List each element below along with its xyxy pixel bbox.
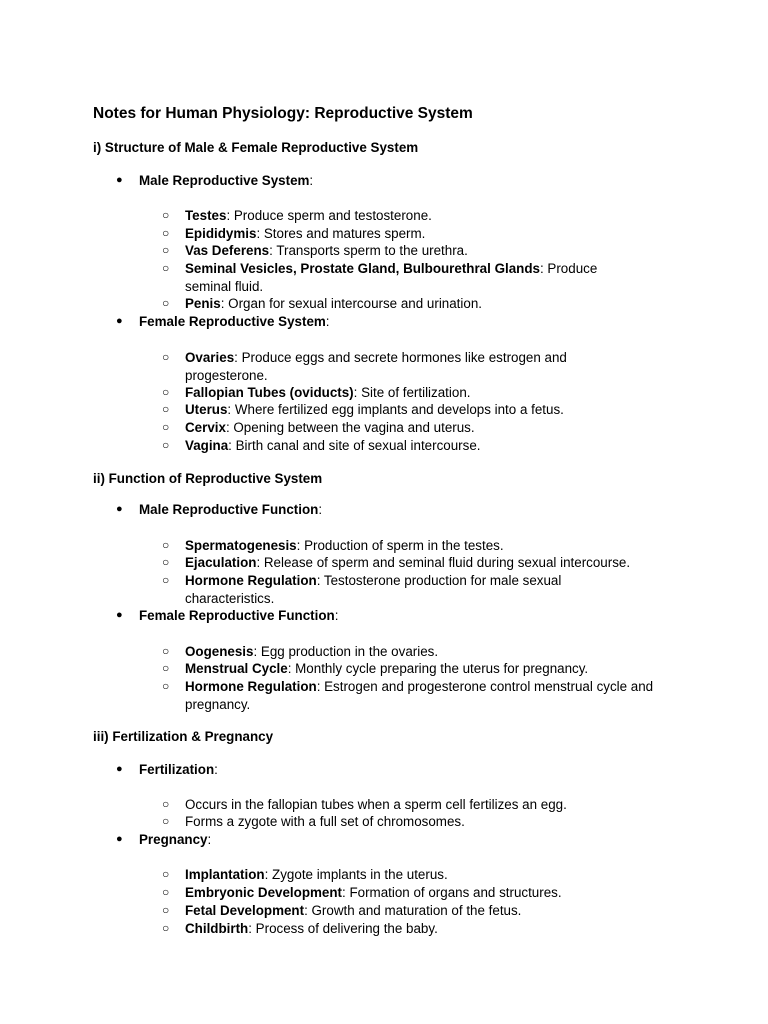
circle-bullet-icon: ○: [162, 797, 170, 811]
group-label: Pregnancy: [139, 832, 208, 847]
section-heading: ii) Function of Reproductive System: [93, 471, 323, 486]
bullet-dot-icon: ●: [116, 174, 123, 186]
bullet-dot-icon: ●: [116, 763, 123, 775]
section-heading: i) Structure of Male & Female Reproductive System: [93, 140, 419, 155]
document-page: Notes for Human Physiology: Reproductive System i) Structure of Male & Female Reproductive System ● Male Reproductive System: ○ Testes: Produce sperm and testosterone. ○ Epididymis: Stores and matures sperm. ○ Vas Deferens: Transports sperm to the urethra. ○ Seminal Vesicles, Prostate Gland, Bulbourethral Glands: Produce seminal fluid. ○ Penis: Organ for sexual intercourse and urination. ● Female Reproductive System: ○ Ovaries: Produce eggs and secrete hormones like estrogen and progesterone. ○ Fallopian Tubes (oviducts): Site of fertilization. ○ Uterus: Where fertilized egg implants and develops into a fetus. ○ Cervix: Opening between the vagina and uterus. ○ Vagina: Birth canal and site of sexual intercourse. ii) Function of Reproductive System ● Male Reproductive Function: ○ Spermatogenesis: Production of sperm in the testes. ○ Ejaculation: Release of sperm and seminal fluid during sexual intercourse. ○ Hormone Regulation: Testosterone production for male sexual characteristics. ● Female Reproductive Function: ○ Oogenesis: Egg production in the ovaries. ○ Menstrual Cycle: Monthly cycle preparing the uterus for pregnancy. ○ Hormone Regulation: Estrogen and progesterone control menstrual cycle and pregnancy. iii) Fertilization & Pregnancy ● Fertilization: ○ Occurs in the fallopian tubes when a sperm cell fertilizes an egg. ○ Forms a zygote with a full set of chromosomes. ● Pregnancy: ○ Implantation: Zygote implants in the uterus. ○ Embryonic Development: Formation of organs and structures. ○ Fetal Development: Growth and maturation of the fetus. ○ Childbirth: Process of delivering the baby.: [0, 0, 768, 1024]
list-item: ○ Epididymis: Stores and matures sperm.: [162, 226, 426, 241]
list-item: ○ Occurs in the fallopian tubes when a sperm cell fertilizes an egg.: [162, 797, 567, 812]
circle-bullet-icon: ○: [162, 243, 170, 257]
list-item: ○ Embryonic Development: Formation of organs and structures.: [162, 885, 562, 900]
circle-bullet-icon: ○: [162, 385, 170, 399]
list-item: ○ Vas Deferens: Transports sperm to the urethra.: [162, 243, 468, 258]
circle-bullet-icon: ○: [162, 661, 170, 675]
circle-bullet-icon: ○: [162, 903, 170, 917]
list-item: ○ Testes: Produce sperm and testosterone.: [162, 208, 432, 223]
circle-bullet-icon: ○: [162, 555, 170, 569]
circle-bullet-icon: ○: [162, 438, 170, 452]
circle-bullet-icon: ○: [162, 573, 170, 587]
list-item: ○ Childbirth: Process of delivering the baby.: [162, 921, 438, 936]
list-item: ○ Ejaculation: Release of sperm and seminal fluid during sexual intercourse.: [162, 555, 631, 570]
list-item: ○ Hormone Regulation: Estrogen and progesterone control menstrual cycle and pregnancy.: [162, 679, 654, 712]
circle-bullet-icon: ○: [162, 350, 170, 364]
list-item: ○ Fallopian Tubes (oviducts): Site of fertilization.: [162, 385, 471, 400]
circle-bullet-icon: ○: [162, 867, 170, 881]
circle-bullet-icon: ○: [162, 420, 170, 434]
list-item: ○ Oogenesis: Egg production in the ovaries.: [162, 644, 439, 659]
circle-bullet-icon: ○: [162, 921, 170, 935]
circle-bullet-icon: ○: [162, 402, 170, 416]
circle-bullet-icon: ○: [162, 538, 170, 552]
group-label: Male Reproductive Function: [139, 502, 319, 517]
section-heading: iii) Fertilization & Pregnancy: [93, 729, 274, 744]
circle-bullet-icon: ○: [162, 644, 170, 658]
list-item: ○ Implantation: Zygote implants in the uterus.: [162, 867, 448, 882]
circle-bullet-icon: ○: [162, 679, 170, 693]
circle-bullet-icon: ○: [162, 226, 170, 240]
list-item: ○ Hormone Regulation: Testosterone production for male sexual characteristics.: [162, 573, 562, 606]
list-item: ○ Menstrual Cycle: Monthly cycle preparing the uterus for pregnancy.: [162, 661, 589, 676]
bullet-dot-icon: ●: [116, 833, 123, 845]
list-item: ○ Spermatogenesis: Production of sperm in the testes.: [162, 538, 504, 553]
list-item: ○ Ovaries: Produce eggs and secrete hormones like estrogen and progesterone.: [162, 350, 567, 383]
circle-bullet-icon: ○: [162, 261, 170, 275]
list-item: ○ Uterus: Where fertilized egg implants and develops into a fetus.: [162, 402, 564, 417]
bullet-dot-icon: ●: [116, 609, 123, 621]
group-label: Female Reproductive Function: [139, 608, 335, 623]
group-label: Male Reproductive System: [139, 173, 310, 188]
group-label: Female Reproductive System: [139, 314, 326, 329]
list-item: ○ Seminal Vesicles, Prostate Gland, Bulbourethral Glands: Produce seminal fluid.: [162, 261, 598, 294]
list-item: ○ Penis: Organ for sexual intercourse and urination.: [162, 296, 482, 311]
list-item: ○ Fetal Development: Growth and maturation of the fetus.: [162, 903, 522, 918]
list-item: ○ Cervix: Opening between the vagina and uterus.: [162, 420, 475, 435]
list-item: ○ Forms a zygote with a full set of chromosomes.: [162, 814, 465, 829]
circle-bullet-icon: ○: [162, 296, 170, 310]
bullet-dot-icon: ●: [116, 503, 123, 515]
list-item: ○ Vagina: Birth canal and site of sexual intercourse.: [162, 438, 481, 453]
group-label: Fertilization: [139, 762, 215, 777]
circle-bullet-icon: ○: [162, 814, 170, 828]
circle-bullet-icon: ○: [162, 885, 170, 899]
bullet-dot-icon: ●: [116, 315, 123, 327]
circle-bullet-icon: ○: [162, 208, 170, 222]
page-title: Notes for Human Physiology: Reproductive System: [93, 105, 473, 122]
